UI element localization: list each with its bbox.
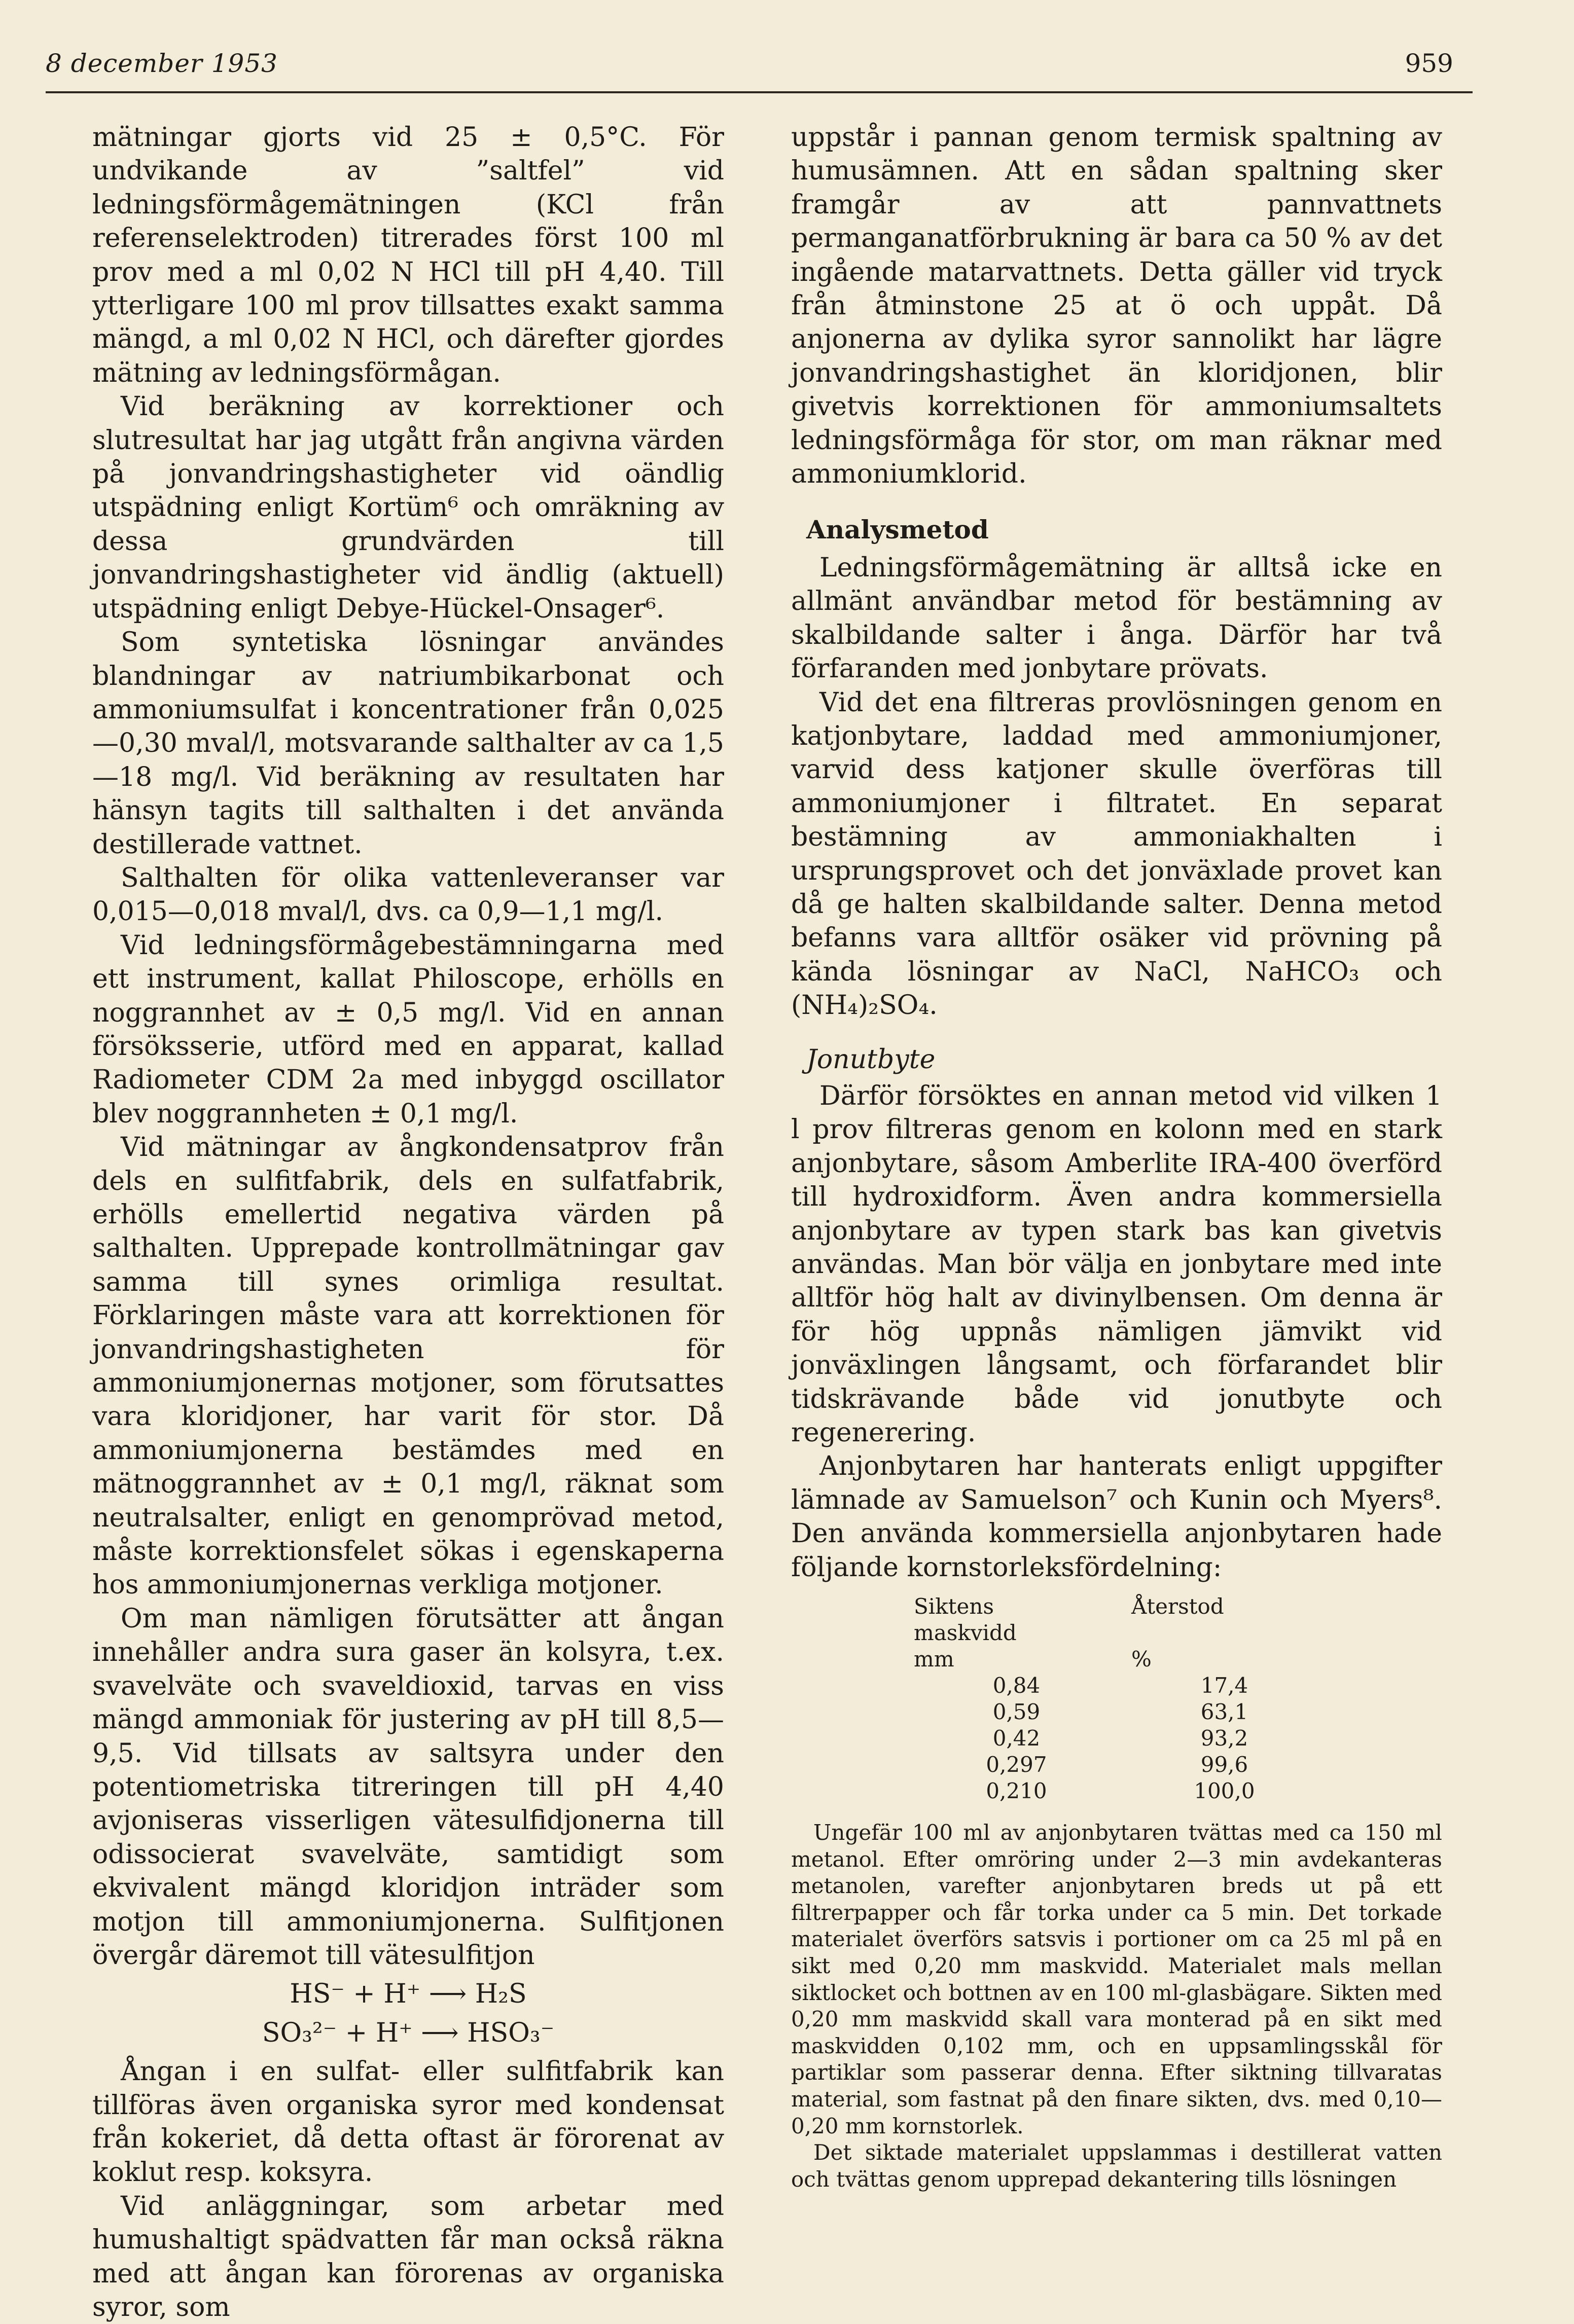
section-heading-jonutbyte: Jonutbyte	[806, 1044, 936, 1075]
paragraph: Anjonbytaren har hanterats enligt uppgifter lämnade av Samuelson⁷ och Kunin och Myers⁸. Den använda kommersiella anjonbytaren hade följande kornstorleksfördelning:	[791, 1451, 1442, 1583]
page-number: 959	[1405, 49, 1453, 78]
header-date: 8 december 1953	[46, 49, 278, 78]
paragraph: Salthalten för olika vattenleveranser var 0,015—0,018 mval/l, dvs. ca 0,9—1,1 mg/l.	[92, 862, 724, 927]
table-row: 0,297 99,6	[986, 1752, 1248, 1777]
table-row: 0,210 100,0	[986, 1778, 1255, 1804]
table-row: 0,42 93,2	[992, 1726, 1248, 1751]
small-print-procedure	[791, 1820, 1442, 2193]
table-row: 0,59 63,1	[992, 1699, 1248, 1725]
table-header-residue: Återstod %	[1131, 1594, 1224, 1672]
right-column	[791, 121, 1442, 2193]
paragraph: Vid mätningar av ångkondensatprov från dels en sulfitfabrik, dels en sulfatfabrik, erhölls emellertid negativa värden på salthalten. Upprepade kontrollmätningar gav samma till synes orimliga resultat. Förklaringen måste vara att korrektionen för jonvandringshastigheten för ammoniumjonernas motjoner, som förutsattes vara kloridjoner, har varit för stor. Då ammoniumjonerna bestämdes med en mätnoggrannhet av ± 0,1 mg/l, räknat som neutralsalter, enligt en genomprövad metod, måste korrektionsfelet sökas i egenskaperna hos ammoniumjonernas verkliga motjoner.	[92, 1132, 724, 1601]
grain-size-table	[908, 1593, 1323, 1804]
paragraph: Därför försöktes en annan metod vid vilken 1 l prov filtreras genom en kolonn med en stark anjonbytare, såsom Amberlite IRA-400 överförd till hydroxidform. Även andra kommersiella anjonbytare av typen stark bas kan givetvis användas. Man bör välja en jonbytare med inte alltför hög halt av divinylbensen. Om denna är för hög uppnås nämligen jämvikt vid jonväxlingen långsamt, och förfarandet blir tidskrävande både vid jonutbyte och regenerering.	[791, 1080, 1442, 1448]
paragraph: Vid anläggningar, som arbetar med humushaltigt spädvatten får man också räkna med att ångan kan förorenas av organiska syror, som	[92, 2191, 724, 2322]
paragraph: uppstår i pannan genom termisk spaltning av humusämnen. Att en sådan spaltning sker framgår av att pannvattnets permanganatförbrukning är bara ca 50 % av det ingående matarvattnets. Detta gäller vid tryck från åtminstone 25 at ö och uppåt. Då anjonerna av dylika syror sannolikt har lägre jonvandringshastighet än kloridjonen, blir givetvis korrektionen för ammoniumsaltets ledningsförmåga för stor, om man räknar med ammoniumklorid.	[791, 122, 1442, 490]
paragraph: Vid beräkning av korrektioner och slutresultat har jag utgått från angivna värden på jonvandringshastigheter vid oändlig utspädning enligt Kortüm⁶ och omräkning av dessa grundvärden till jonvandringshastigheter vid ändlig (aktuell) utspädning enligt Debye-Hückel-Onsager⁶.	[92, 391, 724, 624]
table-header-sieve: Siktens maskvidd mm	[914, 1594, 1017, 1672]
section-heading-analysmetod: Analysmetod	[806, 515, 989, 545]
paragraph: Ungefär 100 ml av anjonbytaren tvättas med ca 150 ml metanol. Efter omröring under 2—3 min avdekanteras metanolen, varefter anjonbytaren breds ut på ett filtrerpapper och får torka under ca 5 min. Det torkade materialet överförs satsvis i portioner om ca 25 ml på en sikt med 0,20 mm maskvidd. Materialet mals mellan siktlocket och bottnen av en 100 ml-glasbägare. Sikten med 0,20 mm maskvidd skall vara monterad på en sikt med maskvidden 0,102 mm, och en uppsamlingsskål för partiklar som passerar denna. Efter siktning tillvaratas material, som fastnat på den finare sikten, dvs. med 0,10—0,20 mm kornstorlek.	[791, 1820, 1442, 2138]
left-column	[92, 121, 724, 2324]
paragraph: Det siktade materialet uppslammas i destillerat vatten och tvättas genom upprepad dekantering tills lösningen	[791, 2140, 1442, 2192]
paragraph: Ledningsförmågemätning är alltså icke en allmänt användbar metod för bestämning av skalbildande salter i ånga. Därför har två förfaranden med jonbytare prövats.	[791, 552, 1442, 684]
paragraph: Ångan i en sulfat- eller sulfitfabrik kan tillföras även organiska syror med kondensat från kokeriet, då detta oftast är förorenat av koklut resp. koksyra.	[92, 2056, 724, 2188]
header-rule	[46, 91, 1473, 93]
equation-hs: HS⁻ + H⁺ ⟶ H₂S	[290, 1979, 527, 2010]
table-row: 0,84 17,4	[992, 1673, 1248, 1698]
paragraph: Som syntetiska lösningar användes blandningar av natriumbikarbonat och ammoniumsulfat i koncentrationer från 0,025—0,30 mval/l, motsvarande salthalter av ca 1,5—18 mg/l. Vid beräkning av resultaten har hänsyn tagits till salthalten i det använda destillerade vattnet.	[92, 627, 724, 860]
paragraph: Vid ledningsförmågebestämningarna med ett instrument, kallat Philoscope, erhölls en noggrannhet av ± 0,5 mg/l. Vid en annan försöksserie, utförd med en apparat, kallad Radiometer CDM 2a med inbyggd oscillator blev noggrannheten ± 0,1 mg/l.	[92, 930, 724, 1129]
equation-so3: SO₃²⁻ + H⁺ ⟶ HSO₃⁻	[262, 2017, 555, 2048]
paragraph: mätningar gjorts vid 25 ± 0,5°C. För undvikande av ”saltfel” vid ledningsförmågemätningen (KCl från referenselektroden) titrerades först 100 ml prov med a ml 0,02 N HCl till pH 4,40. Till ytterligare 100 ml prov tillsattes exakt samma mängd, a ml 0,02 N HCl, och därefter gjordes mätning av ledningsförmågan.	[92, 122, 724, 388]
paragraph: Vid det ena filtreras provlösningen genom en katjonbytare, laddad med ammoniumjoner, varvid dess katjoner skulle överföras till ammoniumjoner i filtratet. En separat bestämning av ammoniakhalten i ursprungsprovet och det jonväxlade provet kan då ge halten skalbildande salter. Denna metod befanns vara alltför osäker vid prövning på kända lösningar av NaCl, NaHCO₃ och (NH₄)₂SO₄.	[791, 687, 1442, 1021]
paragraph: Om man nämligen förutsätter att ångan innehåller andra sura gaser än kolsyra, t.ex. svavelväte och svaveldioxid, tarvas en viss mängd ammoniak för justering av pH till 8,5—9,5. Vid tillsats av saltsyra under den potentiometriska titreringen till pH 4,40 avjoniseras visserligen vätesulfidjonerna till odissocierat svavelväte, samtidigt som ekvivalent mängd kloridjon inträder som motjon till ammoniumjonerna. Sulfitjonen övergår däremot till vätesulfitjon	[92, 1603, 724, 1971]
